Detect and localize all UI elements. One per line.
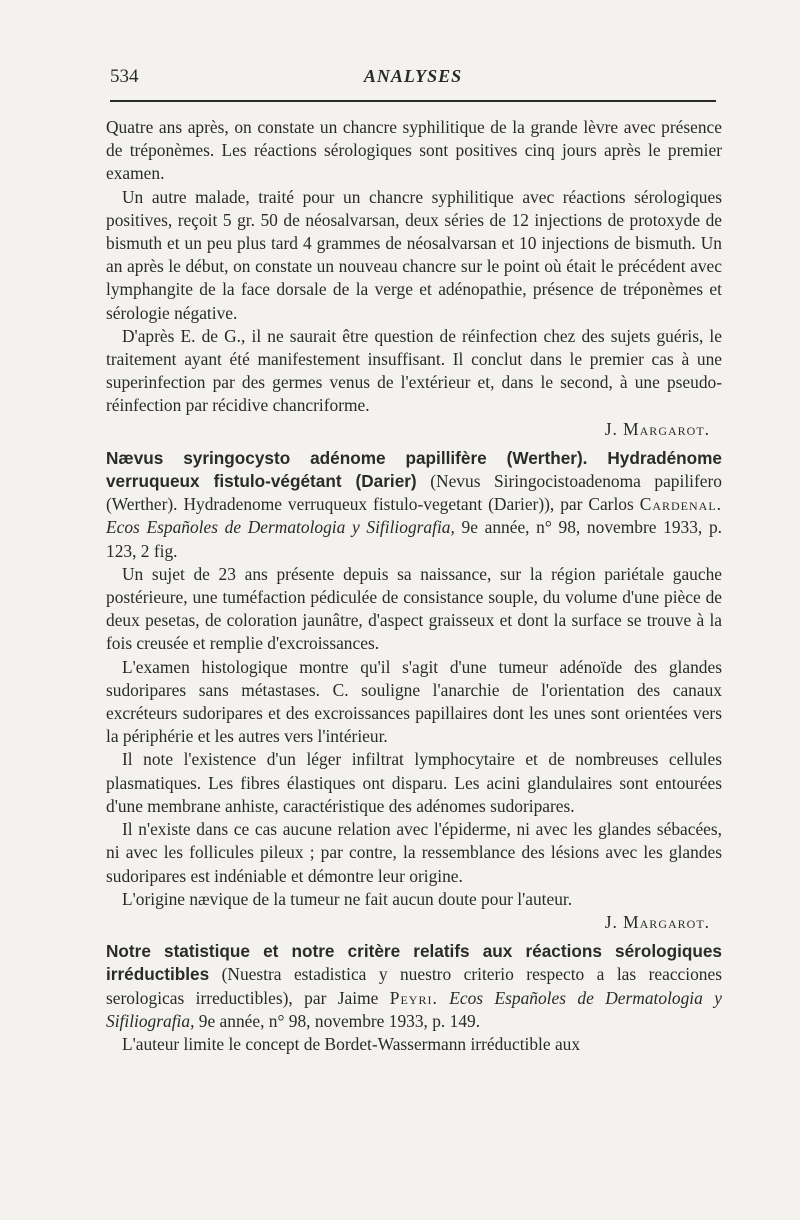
signature: J. Margarot.	[604, 418, 710, 439]
text-body	[106, 116, 722, 1056]
entry-lead	[106, 447, 722, 563]
paragraph: Un sujet de 23 ans présente depuis sa naissance, sur la région pariétale gauche postérieure, une tuméfaction pédiculée de consistance souple, du volume d'une pièce de deux pesetas, de coloration jaunâtre, d'aspect graisseux et dont la surface se trouve à la fois creusée et remplie d'excroissances.	[106, 563, 722, 654]
abstract-entry	[106, 940, 722, 1056]
paragraph: Quatre ans après, on constate un chancre syphilitique de la grande lèvre avec présence de tréponèmes. Les réactions sérologiques sont positives cinq jours après le premier examen.	[106, 117, 722, 184]
entry-lead	[106, 940, 722, 1033]
paragraph: Il note l'existence d'un léger infiltrat lymphocytaire et de nombreuses cellules plasmatiques. Les fibres élastiques ont disparu. Les acini glandulaires sont entourées d'une membrane anhiste, caractéristique des adénomes sudoripares.	[106, 749, 722, 816]
header-rule	[110, 100, 716, 102]
abstract-entry	[106, 447, 722, 934]
page-number: 534	[110, 66, 139, 87]
entry-title: Notre statistique et notre critère relatifs aux réactions sérologiques irréductibles	[106, 941, 722, 985]
paragraph: L'auteur limite le concept de Bordet-Wassermann irréductible aux	[122, 1033, 581, 1054]
paragraph: L'examen histologique montre qu'il s'agit d'une tumeur adénoïde des glandes sudoripares sans métastases. C. souligne l'anarchie de l'orientation des canaux excréteurs sudoripares et des excroissances papillaires dont les unes sont orientées vers la périphérie et les autres vers l'intérieur.	[106, 656, 722, 747]
running-header	[110, 66, 716, 102]
paragraph: D'après E. de G., il ne saurait être question de réinfection chez des sujets guéris, le traitement ayant été manifestement insuffisant. Il conclut dans le premier cas à une superinfection par des germes venus de l'extérieur et, dans le second, à une pseudo-réinfection par récidive chancriforme.	[106, 325, 722, 416]
entry-journal: Ecos Españoles de Dermatologia y Sifiliografia,	[106, 517, 455, 538]
entry-title: Nævus syringocysto adénome papillifère (Werther). Hydradénome verruqueux fistulo-végétant (Darier)	[106, 447, 722, 492]
entry-details: 9e année, n° 98, novembre 1933, p. 123, 2 fig.	[106, 517, 722, 561]
entry-journal: Ecos Españoles de Dermatologia y Sifiliografia,	[106, 987, 722, 1031]
paragraph: Un autre malade, traité pour un chancre syphilitique avec réactions sérologiques positives, reçoit 5 gr. 50 de néosalvarsan, deux séries de 12 injections de protoxyde de bismuth et un peu plus tard 4 grammes de néosalvarsan et 10 injections de bismuth. Un an après le début, on constate un nouveau chancre sur le point où était le précédent avec lymphangite de la face dorsale de la verge et adénopathie, présence de tréponèmes et sérologie négative.	[106, 186, 722, 323]
entry-citation: (Nevus Siringocistoadenoma papilifero (Werther). Hydradenome verruqueux fistulo-vegetant (Darier)), par Carlos	[106, 471, 722, 515]
signature: J. Margarot.	[604, 911, 710, 932]
entry-details: 9e année, n° 98, novembre 1933, p. 149.	[198, 1010, 481, 1031]
paragraph: Il n'existe dans ce cas aucune relation avec l'épiderme, ni avec les glandes sébacées, ni avec les follicules pileux ; par contre, la ressemblance des lésions avec les glandes sudoripares est indéniable et démontre leur origine.	[106, 819, 722, 886]
running-title: ANALYSES	[363, 66, 463, 86]
paragraph: L'origine nævique de la tumeur ne fait aucun doute pour l'auteur.	[122, 888, 573, 909]
entry-author: Cardenal.	[639, 494, 722, 515]
entry-citation: (Nuestra estadistica y nuestro criterio respecto a las reacciones serologicas irreductibles), par Jaime	[106, 964, 722, 1008]
entry-author: Peyri.	[389, 987, 438, 1008]
